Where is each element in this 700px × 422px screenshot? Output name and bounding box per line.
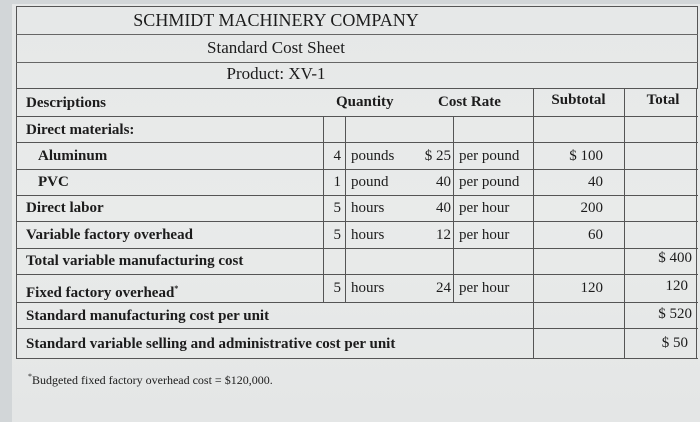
sheet-title: Standard Cost Sheet [207,38,345,57]
rate-unit: per hour [459,227,510,243]
col-header-quantity: Quantity [336,94,394,110]
col-header-descriptions: Descriptions [26,95,106,111]
total-value: $ 520 [658,306,692,322]
footnote-marker: * [174,284,179,293]
qty-value: 4 [333,148,341,164]
cost-table [16,88,698,360]
company-name: SCHMIDT MACHINERY COMPANY [133,10,419,30]
col-header-cost-rate: Cost Rate [438,94,501,110]
qty-unit: hours [351,200,385,216]
qty-unit: hours [351,227,385,243]
product-label: Product: XV-1 [226,64,326,83]
total-value: $ 50 [661,335,688,351]
title-divider [16,34,698,35]
subtotal-value: 60 [588,227,603,243]
col-header-subtotal: Subtotal [551,92,606,108]
row-label-fixed-overhead: Fixed factory overhead* [26,284,179,301]
row-label-direct-materials: Direct materials: [26,122,135,138]
total-value: $ 400 [658,250,692,266]
rate-value: 12 [436,227,451,243]
total-value: 120 [665,278,688,294]
row-label-pvc: PVC [38,174,69,190]
row-label-total-variable: Total variable manufacturing cost [26,253,244,269]
qty-value: 1 [333,174,341,190]
subtotal-value: 120 [580,280,603,296]
qty-unit: hours [351,280,385,296]
row-label-aluminum: Aluminum [38,148,108,164]
rate-value: $ 25 [424,148,451,164]
row-label-standard-mfg: Standard manufacturing cost per unit [26,308,270,324]
row-label-direct-labor: Direct labor [26,200,104,216]
footnote: *Budgeted fixed factory overhead cost = $120,000. [28,372,273,387]
rate-value: 24 [436,280,451,296]
title-divider [16,62,698,63]
qty-value: 5 [333,280,341,296]
rate-value: 40 [436,200,451,216]
rate-unit: per hour [459,200,510,216]
row-label-standard-selling: Standard variable selling and administrative cost per unit [26,336,396,352]
col-header-total: Total [646,92,680,108]
rate-unit: per pound [459,174,520,190]
qty-unit: pound [351,174,389,190]
qty-value: 5 [333,200,341,216]
rate-unit: per pound [459,148,520,164]
subtotal-value: 40 [588,174,603,190]
row-label-variable-overhead: Variable factory overhead [26,227,193,243]
qty-value: 5 [333,227,341,243]
subtotal-value: 200 [580,200,603,216]
qty-unit: pounds [351,148,395,164]
rate-unit: per hour [459,280,510,296]
subtotal-value: $ 100 [569,148,603,164]
rate-value: 40 [436,174,451,190]
